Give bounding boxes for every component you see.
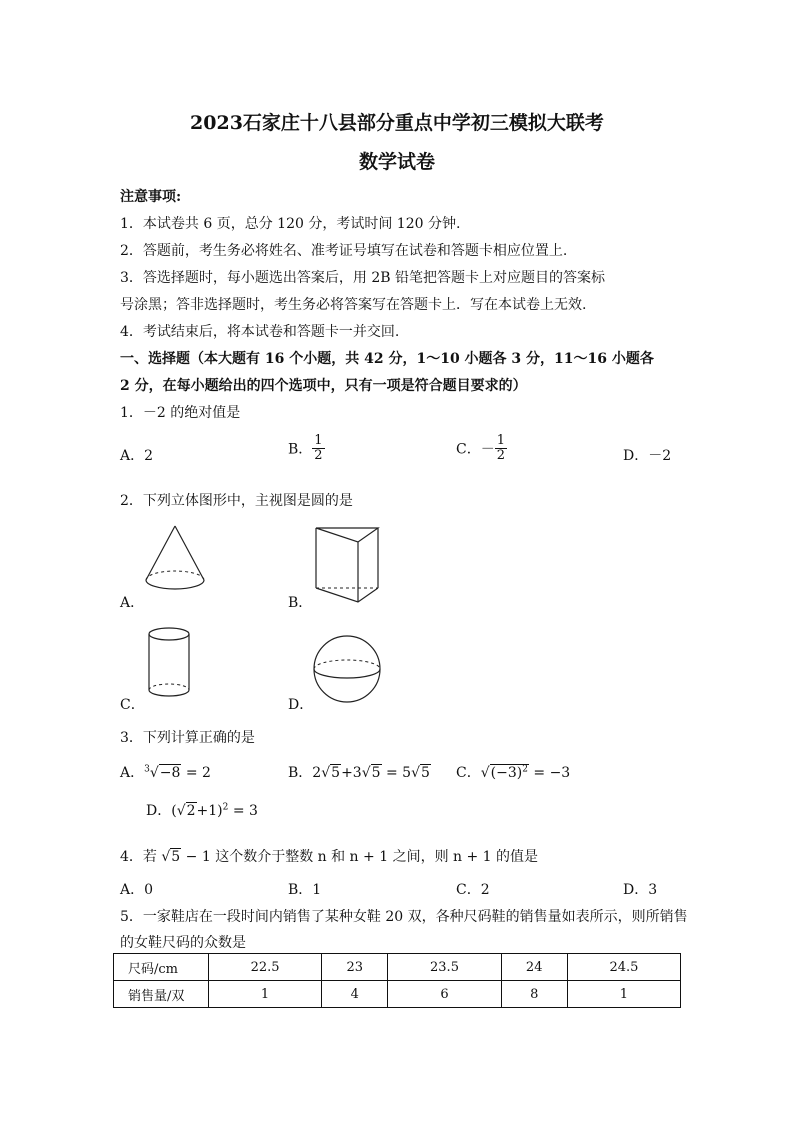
table-cell: 尺码/cm [114,954,209,981]
root-index: 3 [144,764,150,775]
radicand: −8 [159,765,181,781]
sphere-figure [310,632,384,706]
table-cell: 1 [567,981,680,1008]
q1-option-a: A．2 [120,448,154,464]
fraction [495,434,507,463]
triangular-prism-figure [310,522,390,607]
q1-stem: 1．－2 的绝对值是 [120,405,241,421]
stem-text: 4．若 [120,849,162,865]
cylinder-figure [144,626,194,702]
expr-rest: +1) [196,803,223,819]
radical-sign: √ [411,765,421,781]
notice-item: 3．答选择题时，每小题选出答案后，用 2B 铅笔把答题卡上对应题目的答案标 [120,270,606,286]
radical-sign: √ [161,849,171,865]
q1-option-d: D．－2 [623,448,672,464]
radicand [490,764,529,781]
radical-sign: √ [361,765,371,781]
q2-stem: 2．下列立体图形中，主视图是圆的是 [120,493,353,509]
table-cell: 销售量/双 [114,981,209,1008]
denominator: 2 [314,448,323,463]
q3-option-a [120,762,211,782]
option-label: D． [146,803,172,819]
q3-stem: 3．下列计算正确的是 [120,730,255,746]
cone-figure [140,522,210,612]
q4-option-a: A．0 [120,882,154,898]
rhs: = 3 [228,803,258,819]
table-cell: 4 [322,981,388,1008]
radical-sign: √ [176,803,186,819]
radicand: 2 [186,803,196,819]
rhs: = −3 [528,765,571,781]
radicand: 5 [171,849,181,865]
radicand: 5 [371,765,381,781]
q4-option-c: C．2 [456,882,490,898]
q4-option-d: D．3 [623,882,658,898]
radicand: 5 [331,765,341,781]
q2-option-c-label: C． [120,697,145,713]
q1-option-c [456,434,507,463]
q3-option-b [288,762,431,782]
page-title: 2023石家庄十八县部分重点中学初三模拟大联考 [190,112,604,134]
table-row [114,954,681,981]
stem-text: − 1 这个数介于整数 n 和 n + 1 之间，则 n + 1 的值是 [181,849,539,865]
coef: +3 [341,765,362,781]
table-cell: 1 [209,981,322,1008]
q3-option-c [456,762,570,782]
numerator: 1 [314,433,323,448]
table-cell: 8 [501,981,567,1008]
option-label: A． [120,765,145,781]
q2-option-b-label: B． [288,595,313,611]
notice-heading: 注意事项: [120,189,182,205]
q4-option-b: B．1 [288,882,322,898]
table-row [114,981,681,1008]
fraction [312,434,324,463]
numerator: 1 [496,433,505,448]
denominator: 2 [496,448,505,463]
rhs: = 2 [181,765,211,781]
notice-item: 1．本试卷共 6 页，总分 120 分，考试时间 120 分钟. [120,216,461,232]
q3-option-d [146,800,258,820]
q1-option-b [288,434,325,463]
section-heading-line1: 一、选择题（本大题有 16 个小题，共 42 分，1～10 小题各 3 分，11～16 小题各 [120,351,654,367]
option-label: B． [288,765,313,781]
q2-option-a-label: A． [120,595,145,611]
table-cell: 6 [388,981,501,1008]
rhs: = 5 [381,765,412,781]
coef: 2 [312,765,322,781]
exponent: 2 [222,802,229,813]
q4-stem [120,846,538,866]
notice-item: 4．考试结束后，将本试卷和答题卡一并交回. [120,324,400,340]
page-subtitle: 数学试卷 [358,151,435,173]
table-cell: 23 [322,954,388,981]
table-cell: 23.5 [388,954,501,981]
q2-option-d-label: D． [288,697,314,713]
q5-size-sales-table [113,953,681,1008]
option-label: C． [456,765,481,781]
q5-stem-line2: 的女鞋尺码的众数是 [120,935,246,951]
option-label: B． [288,441,313,458]
notice-item: 号涂黑；答非选择题时，考生务必将答案写在答题卡上．写在本试卷上无效. [120,297,587,313]
radical-sign: √ [480,765,490,781]
paren-open: ( [171,803,177,819]
exponent: 2 [522,764,528,775]
radicand-base: (−3) [490,765,523,781]
section-heading-line2: 2 分，在每小题给出的四个选项中，只有一项是符合题目要求的） [120,378,527,394]
radicand: 5 [421,765,430,781]
radical-sign: √ [321,765,331,781]
q5-stem-line1: 5．一家鞋店在一段时间内销售了某种女鞋 20 双，各种尺码鞋的销售量如表所示，则所销售 [120,909,688,925]
table-cell: 24 [501,954,567,981]
option-label: C．－ [456,441,495,458]
table-cell: 22.5 [209,954,322,981]
notice-item: 2．答题前，考生务必将姓名、准考证号填写在试卷和答题卡相应位置上. [120,243,568,259]
radical-sign: √ [149,765,159,781]
table-cell: 24.5 [567,954,680,981]
